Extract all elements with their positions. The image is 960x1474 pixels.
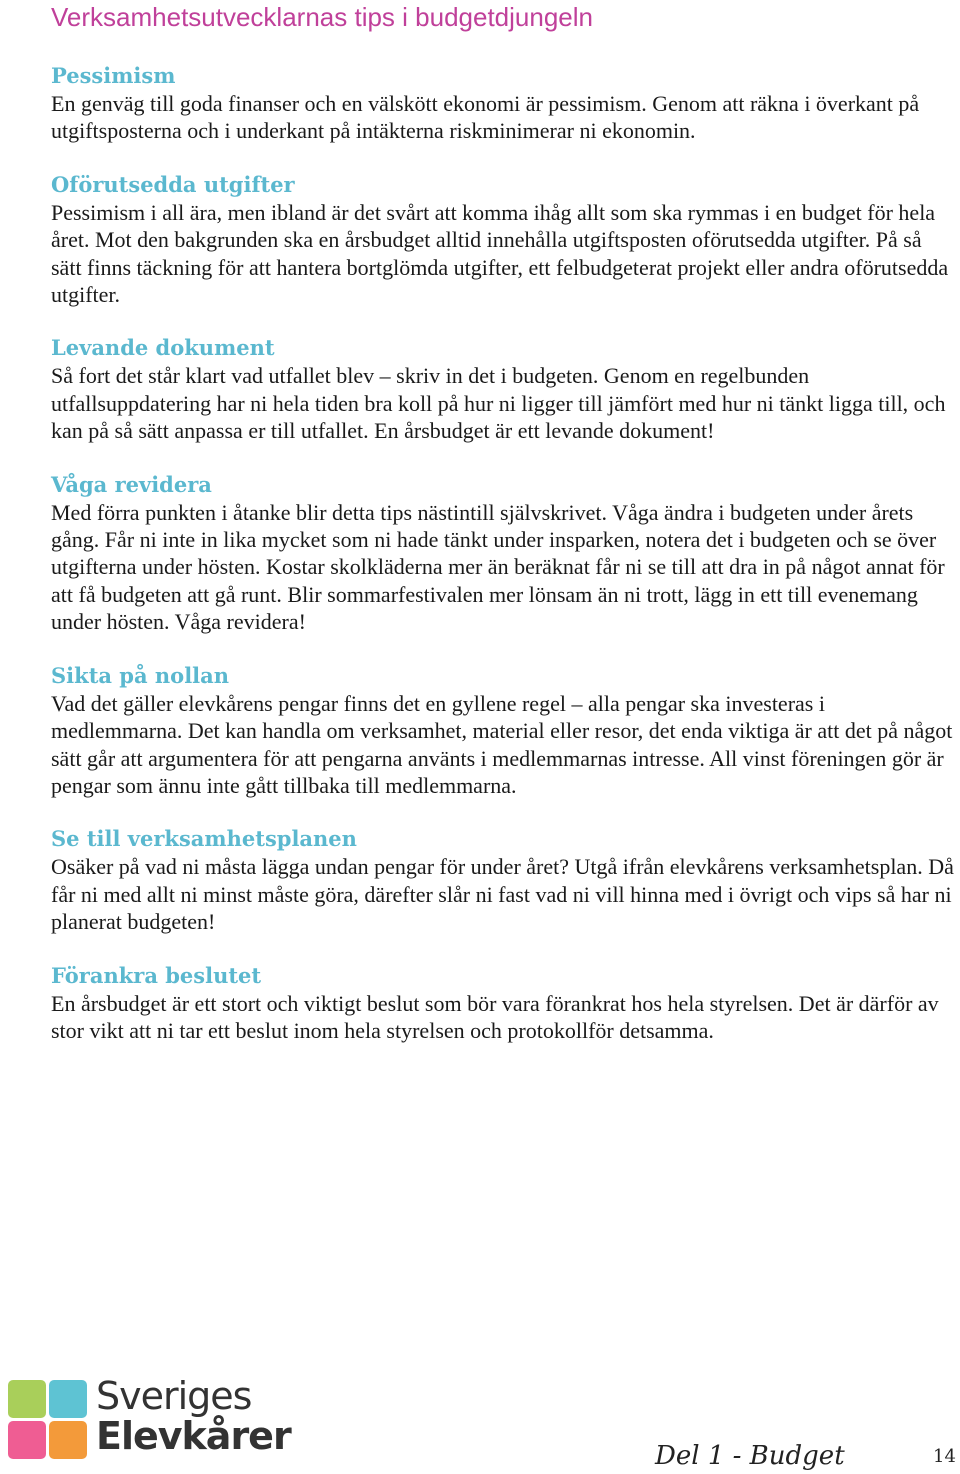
section-heading: Pessimism [51, 63, 176, 88]
section-body: Så fort det står klart vad utfallet blev – skriv in det i budgeten. Genom en regelbunden utfallsuppdatering har ni hela tiden bra koll på hur ni ligger till jämfört med hur ni tänkt ligga till, och kan på så sätt anpassa er till utfallet. En årsbudget är ett levande dokument! [51, 363, 946, 444]
section-heading: Levande dokument [51, 335, 275, 361]
section-heading: Sikta på nollan [51, 662, 230, 688]
section-body: Osäker på vad ni måsta lägga undan pengar för under året? Utgå ifrån elevkårens verksamhetsplan. Då får ni med allt ni minst måste göra, därefter slår ni fast vad ni vill hinna med i övrigt och vips så har ni planerat budgeten! [51, 854, 954, 935]
section-pessimism [51, 62, 956, 145]
page-title: Verksamhetsutvecklarnas tips i budgetdjungeln [51, 2, 593, 32]
section-anchor-decision [51, 962, 956, 1045]
logo-line-elevkarer: Elevkårer [96, 1414, 291, 1458]
section-heading: Se till verksamhetsplanen [51, 826, 357, 852]
footer-section-label: Del 1 - Budget [655, 1441, 845, 1471]
section-body: Vad det gäller elevkårens pengar finns det en gyllene regel – alla pengar ska investeras i medlemmarna. Det kan handla om verksamhet, material eller resor, det enda viktiga är att det på något sätt går att argumentera för att pengarna använts i medlemmarnas intresse. All vinst föreningen gör är pengar som ännu inte gått tillbaka till medlemmarna. [51, 690, 953, 798]
document-body [51, 62, 956, 1070]
section-living-document [51, 334, 956, 444]
logo-square-green [8, 1380, 46, 1418]
logo-square-teal [49, 1380, 87, 1418]
section-heading: Förankra beslutet [51, 962, 262, 988]
page-number: 14 [933, 1446, 956, 1467]
section-heading: Oförutsedda utgifter [51, 171, 295, 197]
section-body: En genväg till goda finanser och en välskött ekonomi är pessimism. Genom att räkna i överkant på utgiftsposterna och i underkant på intäkterna riskminimerar ni ekonomin. [51, 91, 920, 144]
section-activity-plan [51, 825, 956, 935]
logo-squares-icon [8, 1380, 88, 1460]
logo-square-orange [49, 1421, 87, 1459]
section-body: Med förra punkten i åtanke blir detta tips nästintill självskrivet. Våga ändra i budgeten under årets gång. Får ni inte in lika mycket som ni hade tänkt under insparken, notera det i budgeten och se över utgifterna under hösten. Kostar skolkläderna mer än beräknat får ni se till att dra in på något annat för att få budgeten att gå runt. Blir sommarfestivalen mer lönsam än ni trott, lägg in ett till evenemang under hösten. Våga revidera! [51, 499, 945, 635]
section-body: En årsbudget är ett stort och viktigt beslut som bör vara förankrat hos hela styrelsen. Det är därför av stor vikt att ni tar ett beslut inom hela styrelsen och protokollför detsamma. [51, 990, 939, 1043]
logo-wordmark [96, 1376, 291, 1456]
section-body: Pessimism i all ära, men ibland är det svårt att komma ihåg allt som ska rymmas i en budget för hela året. Mot den bakgrunden ska en årsbudget alltid innehålla utgiftsposten oförutsedda utgifter. På så sätt finns täckning för att hantera bortglömda utgifter, ett felbudgeterat projekt eller andra oförutsedda utgifter. [51, 199, 949, 308]
section-heading: Våga revidera [51, 471, 212, 497]
section-unforeseen-expenses [51, 171, 956, 309]
logo-square-pink [8, 1421, 46, 1459]
section-dare-revise [51, 471, 956, 636]
logo-line-sveriges: Sveriges [96, 1374, 252, 1418]
section-aim-zero [51, 662, 956, 800]
sveriges-elevkarer-logo [8, 1374, 308, 1466]
